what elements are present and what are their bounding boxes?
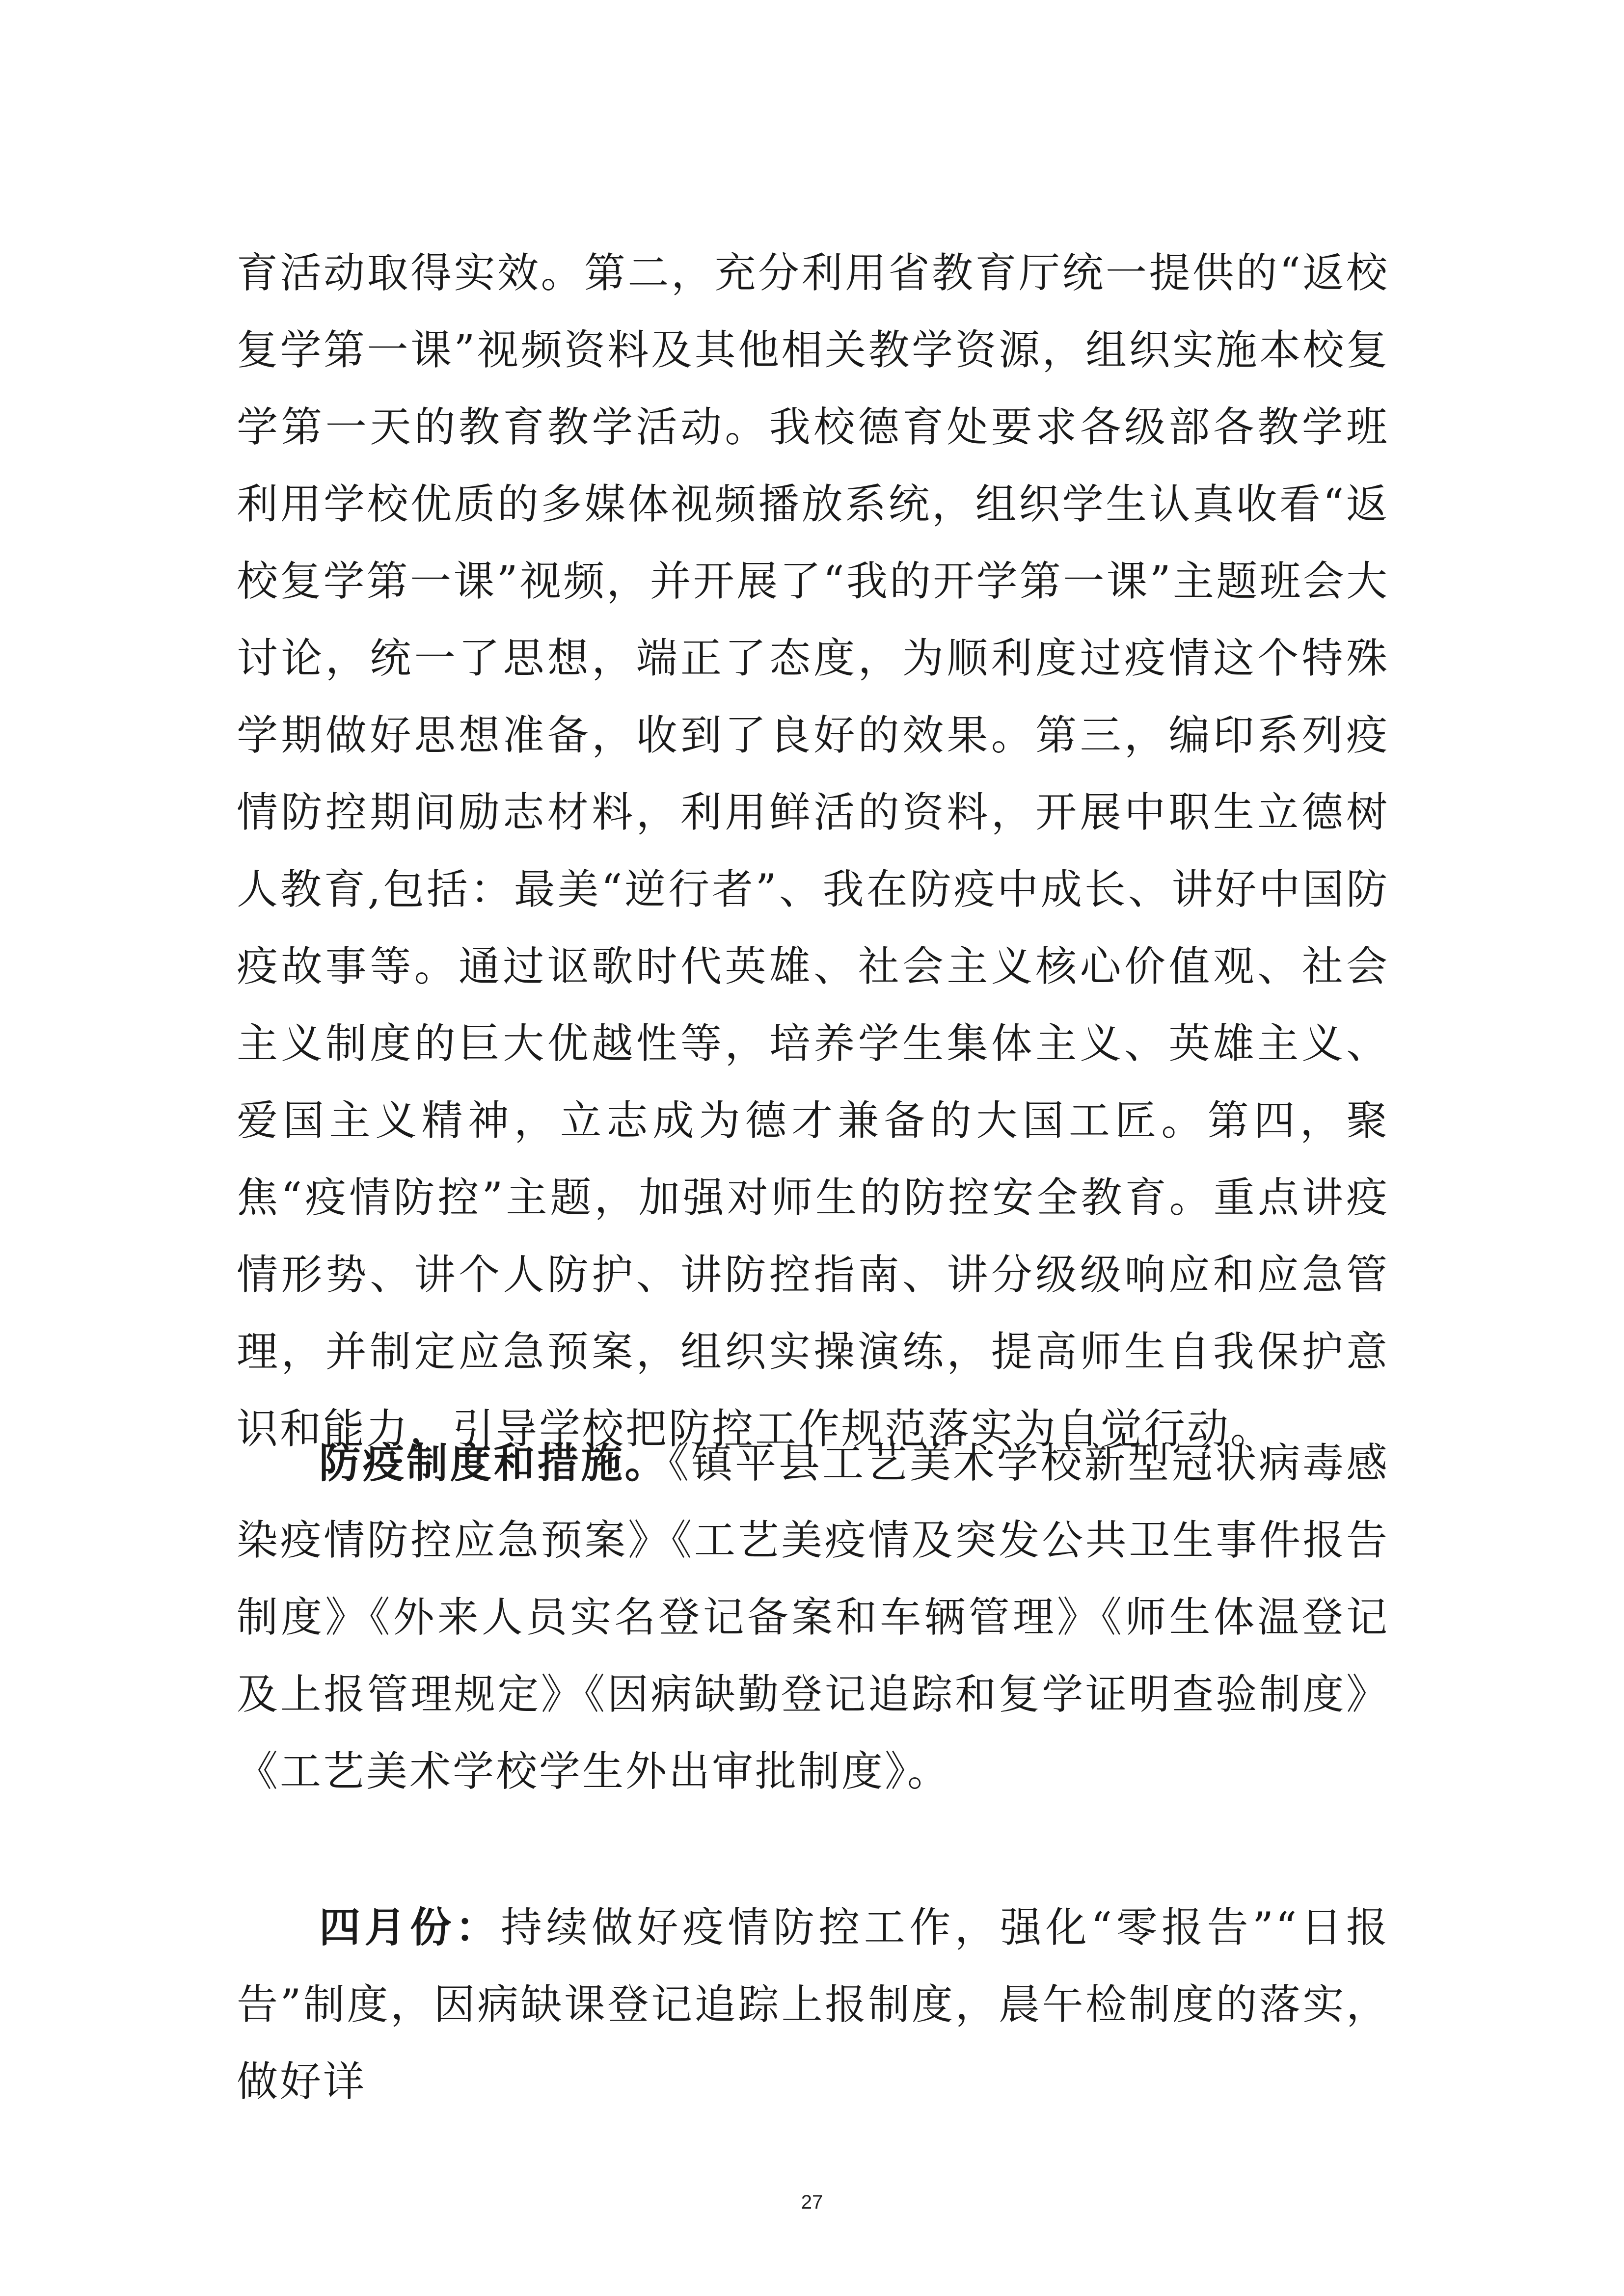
body-paragraph-3 [237,1889,1389,2120]
paragraph-content [237,1424,1389,1810]
paragraph-text: 持续做好疫情防控工作，强化“零报告”“日报告”制度，因病缺课登记追踪上报制度，晨午检制度的落实，做好详 [237,1903,1389,2106]
body-paragraph-1 [237,235,1389,1468]
paragraph-content [237,1889,1389,2120]
paragraph-text: 《镇平县工艺美术学校新型冠状病毒感染疫情防控应急预案》《工艺美疫情及突发公共卫生事件报告制度》《外来人员实名登记备案和车辆管理》《师生体温登记及上报管理规定》《因病缺勤登记追踪和复学证明查验制度》《工艺美术学校学生外出审批制度》。 [237,1439,1389,1795]
paragraph-text: 育活动取得实效。第二，充分利用省教育厅统一提供的“返校复学第一课”视频资料及其他相关教学资源，组织实施本校复学第一天的教育教学活动。我校德育处要求各级部各教学班利用学校优质的多媒体视频播放系统，组织学生认真收看“返校复学第一课”视频，并开展了“我的开学第一课”主题班会大讨论，统一了思想，端正了态度，为顺利度过疫情这个特殊学期做好思想准备，收到了良好的效果。第三，编印系列疫情防控期间励志材料，利用鲜活的资料，开展中职生立德树人教育,包括：最美“逆行者”、我在防疫中成长、讲好中国防疫故事等。通过讴歌时代英雄、社会主义核心价值观、社会主义制度的巨大优越性等，培养学生集体主义、英雄主义、爱国主义精神，立志成为德才兼备的大国工匠。第四，聚焦“疫情防控”主题，加强对师生的防控安全教育。重点讲疫情形势、讲个人防护、讲防控指南、讲分级级响应和应急管理，并制定应急预案，组织实操演练，提高师生自我保护意识和能力，引导学校把防控工作规范落实为自觉行动。 [237,249,1389,1453]
page-number: 27 [801,2191,823,2213]
paragraph-heading: 防疫制度和措施。 [319,1439,669,1487]
body-paragraph-2 [237,1424,1389,1810]
paragraph-heading: 四月份： [319,1903,501,1951]
